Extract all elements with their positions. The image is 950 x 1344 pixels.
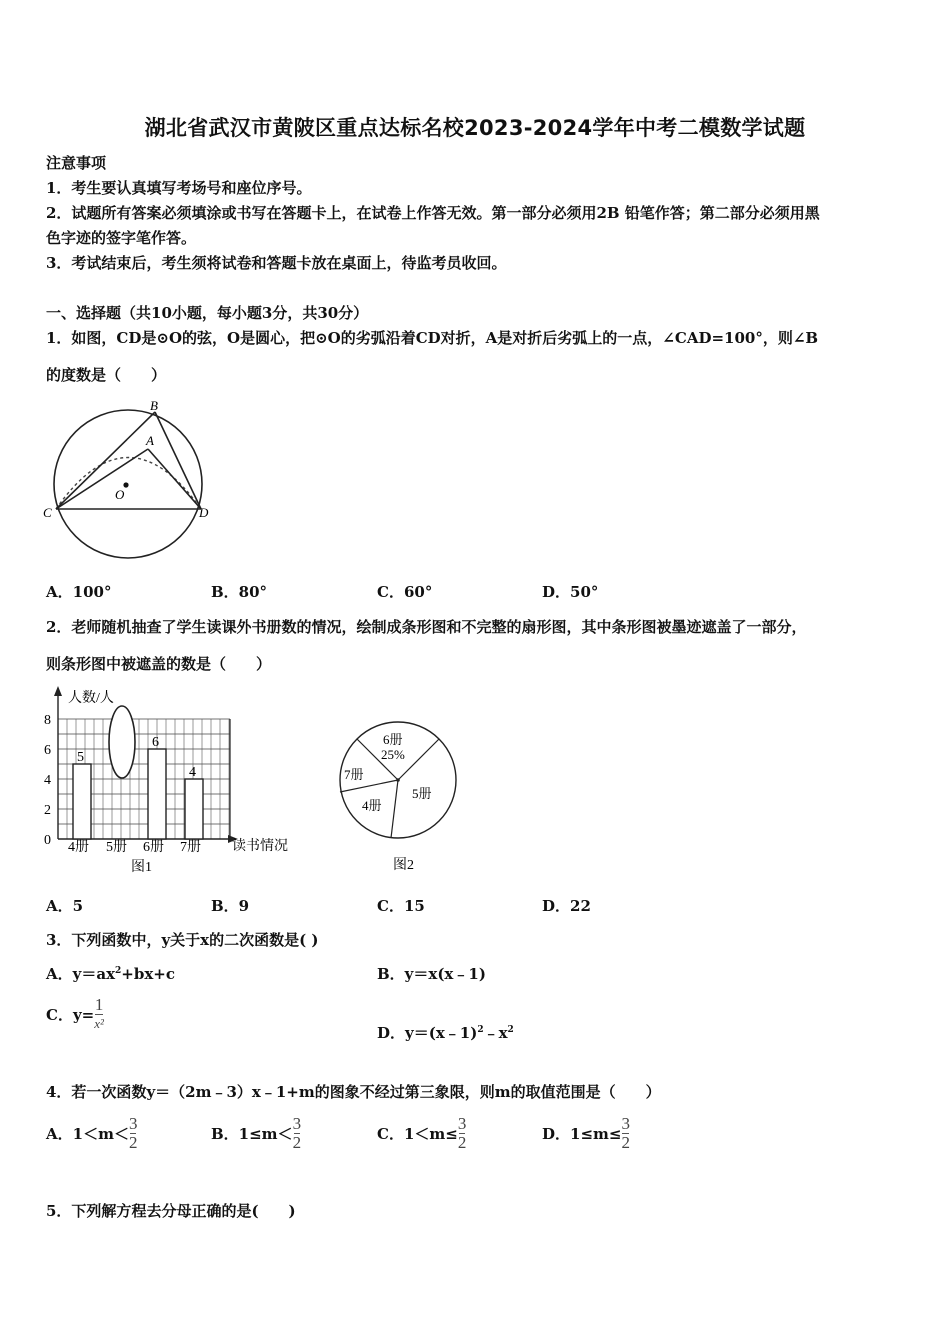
q2-option-b: B．9: [211, 897, 250, 915]
fraction-denominator: 2: [621, 1133, 630, 1152]
q4-option-d-fraction: [621, 1115, 630, 1152]
chart1-caption: 图1: [131, 860, 152, 875]
y-tick-label: 0: [44, 833, 51, 848]
notice-item-2b: 色字迹的签字笔作答。: [46, 229, 197, 247]
q4-option-c-fraction: [458, 1115, 467, 1152]
q4-option-d-text: D．1≤m≤: [542, 1125, 622, 1143]
q3-option-c-denominator: x²: [94, 1016, 104, 1031]
label-o: O: [115, 487, 125, 502]
segment-bd: [155, 412, 201, 509]
label-b: B: [150, 398, 158, 413]
notice-item-2a: 2．试题所有答案必须填涂或书写在答题卡上，在试卷上作答无效。第一部分必须用2B 铅笔作答；第二部分必须用黑: [46, 204, 820, 222]
q4-option-d: [542, 1115, 630, 1152]
pie-slice-label: 6册: [383, 732, 403, 747]
q3-option-a-text: A．y＝ax: [46, 965, 116, 983]
q5-stem: 5．下列解方程去分母正确的是( ): [46, 1202, 296, 1220]
bar-data-label: 4: [189, 765, 196, 780]
y-tick-label: 4: [44, 773, 51, 788]
x-tick-label: 4册: [68, 840, 89, 855]
q1-option-d: D．50°: [542, 583, 599, 601]
q3-option-a-exp: 2: [115, 966, 122, 976]
q4-option-c: [377, 1115, 466, 1152]
fraction-numerator: 3: [457, 1114, 467, 1133]
q3-option-c-fraction: [94, 996, 104, 1033]
fraction-numerator: 3: [621, 1114, 630, 1133]
q3-option-d-exp2: 2: [507, 1025, 514, 1035]
q3-option-d-tail: ﹣x: [483, 1024, 508, 1042]
q4-option-c-text: C．1＜m≤: [377, 1125, 458, 1143]
q3-option-d-text: D．y＝(x﹣1): [377, 1024, 478, 1042]
chart2-caption: 图2: [393, 858, 414, 873]
pie-slice-label: 7册: [344, 767, 364, 782]
section-heading: 一、选择题（共10小题，每小题3分，共30分）: [46, 304, 369, 322]
notice-heading: 注意事项: [46, 154, 107, 172]
ink-blot: [109, 706, 135, 778]
q2-stem-line2: 则条形图中被遮盖的数是（ ）: [46, 655, 272, 673]
x-tick-label: 5册: [106, 840, 127, 855]
segment-cb: [56, 412, 155, 509]
q4-stem: 4．若一次函数y＝（2m﹣3）x﹣1+m的图象不经过第三象限，则m的取值范围是（ ）: [46, 1083, 661, 1101]
bar: [148, 749, 166, 839]
q3-option-a-tail: +bx+c: [121, 965, 175, 983]
q1-option-c: C．60°: [377, 583, 433, 601]
y-tick-label: 6: [44, 743, 51, 758]
q3-option-c-numerator: 1: [94, 995, 104, 1014]
x-axis-label: 读书情况: [232, 839, 288, 854]
label-c: C: [43, 505, 52, 520]
bar: [73, 764, 91, 839]
q2-stem-line1: 2．老师随机抽查了学生读课外书册数的情况，绘制成条形图和不完整的扇形图，其中条形图被墨迹遮盖了一部分，: [46, 618, 807, 636]
y-axis-label: 人数/人: [68, 691, 114, 706]
bar-chart: [38, 684, 306, 878]
pie-slice-label: 5册: [412, 786, 432, 801]
page-title: 湖北省武汉市黄陂区重点达标名校2023-2024学年中考二模数学试题: [144, 116, 806, 140]
q2-option-c: C．15: [377, 897, 425, 915]
fraction-numerator: 3: [292, 1114, 302, 1133]
fraction-numerator: 3: [128, 1114, 138, 1133]
q4-option-a: [46, 1115, 137, 1152]
pie-slice-percent: 25%: [381, 747, 405, 762]
segment-ad: [148, 449, 201, 509]
pie-center: [396, 778, 400, 782]
pie-chart: [330, 712, 470, 882]
q1-option-a: A．100°: [46, 583, 112, 601]
notice-item-3: 3．考试结束后，考生须将试卷和答题卡放在桌面上，待监考员收回。: [46, 254, 507, 272]
q1-circle-figure: [40, 396, 230, 568]
bar-data-label: 6: [152, 735, 159, 750]
q3-option-d: [377, 1022, 514, 1043]
q3-option-c: [46, 996, 104, 1033]
q3-option-c-text: C．y=: [46, 1006, 95, 1024]
y-axis-arrow: [54, 686, 62, 696]
q4-option-b-fraction: [293, 1115, 302, 1152]
q4-option-a-fraction: [129, 1115, 138, 1152]
q4-option-b: [211, 1115, 301, 1152]
q2-option-d: D．22: [542, 897, 591, 915]
label-a: A: [146, 433, 154, 448]
label-d: D: [199, 505, 209, 520]
y-tick-label: 2: [44, 803, 51, 818]
y-tick-label: 8: [44, 713, 51, 728]
q3-option-a: [46, 963, 175, 984]
q1-stem-line2: 的度数是（ ）: [46, 366, 167, 384]
q2-option-a: A．5: [46, 897, 84, 915]
x-tick-label: 6册: [143, 840, 164, 855]
fraction-denominator: 2: [292, 1133, 302, 1152]
q3-option-b: B．y＝x(x﹣1): [377, 965, 486, 983]
q4-option-a-text: A．1＜m＜: [46, 1125, 129, 1143]
segment-ca: [56, 449, 148, 509]
notice-item-1: 1．考生要认真填写考场号和座位序号。: [46, 179, 312, 197]
bar: [185, 779, 203, 839]
q1-stem-line1: 1．如图，CD是⊙O的弦，O是圆心，把⊙O的劣弧沿着CD对折，A是对折后劣弧上的一点，∠CAD=100°，则∠B: [46, 329, 819, 347]
fraction-denominator: 2: [128, 1133, 138, 1152]
q3-option-d-exp: 2: [477, 1025, 484, 1035]
q4-option-b-text: B．1≤m＜: [211, 1125, 293, 1143]
q1-option-b: B．80°: [211, 583, 268, 601]
q3-stem: 3．下列函数中，y关于x的二次函数是( ): [46, 931, 319, 949]
fraction-denominator: 2: [457, 1133, 467, 1152]
bar-data-label: 5: [77, 750, 84, 765]
x-tick-label: 7册: [180, 840, 201, 855]
pie-slice-label: 4册: [362, 798, 382, 813]
